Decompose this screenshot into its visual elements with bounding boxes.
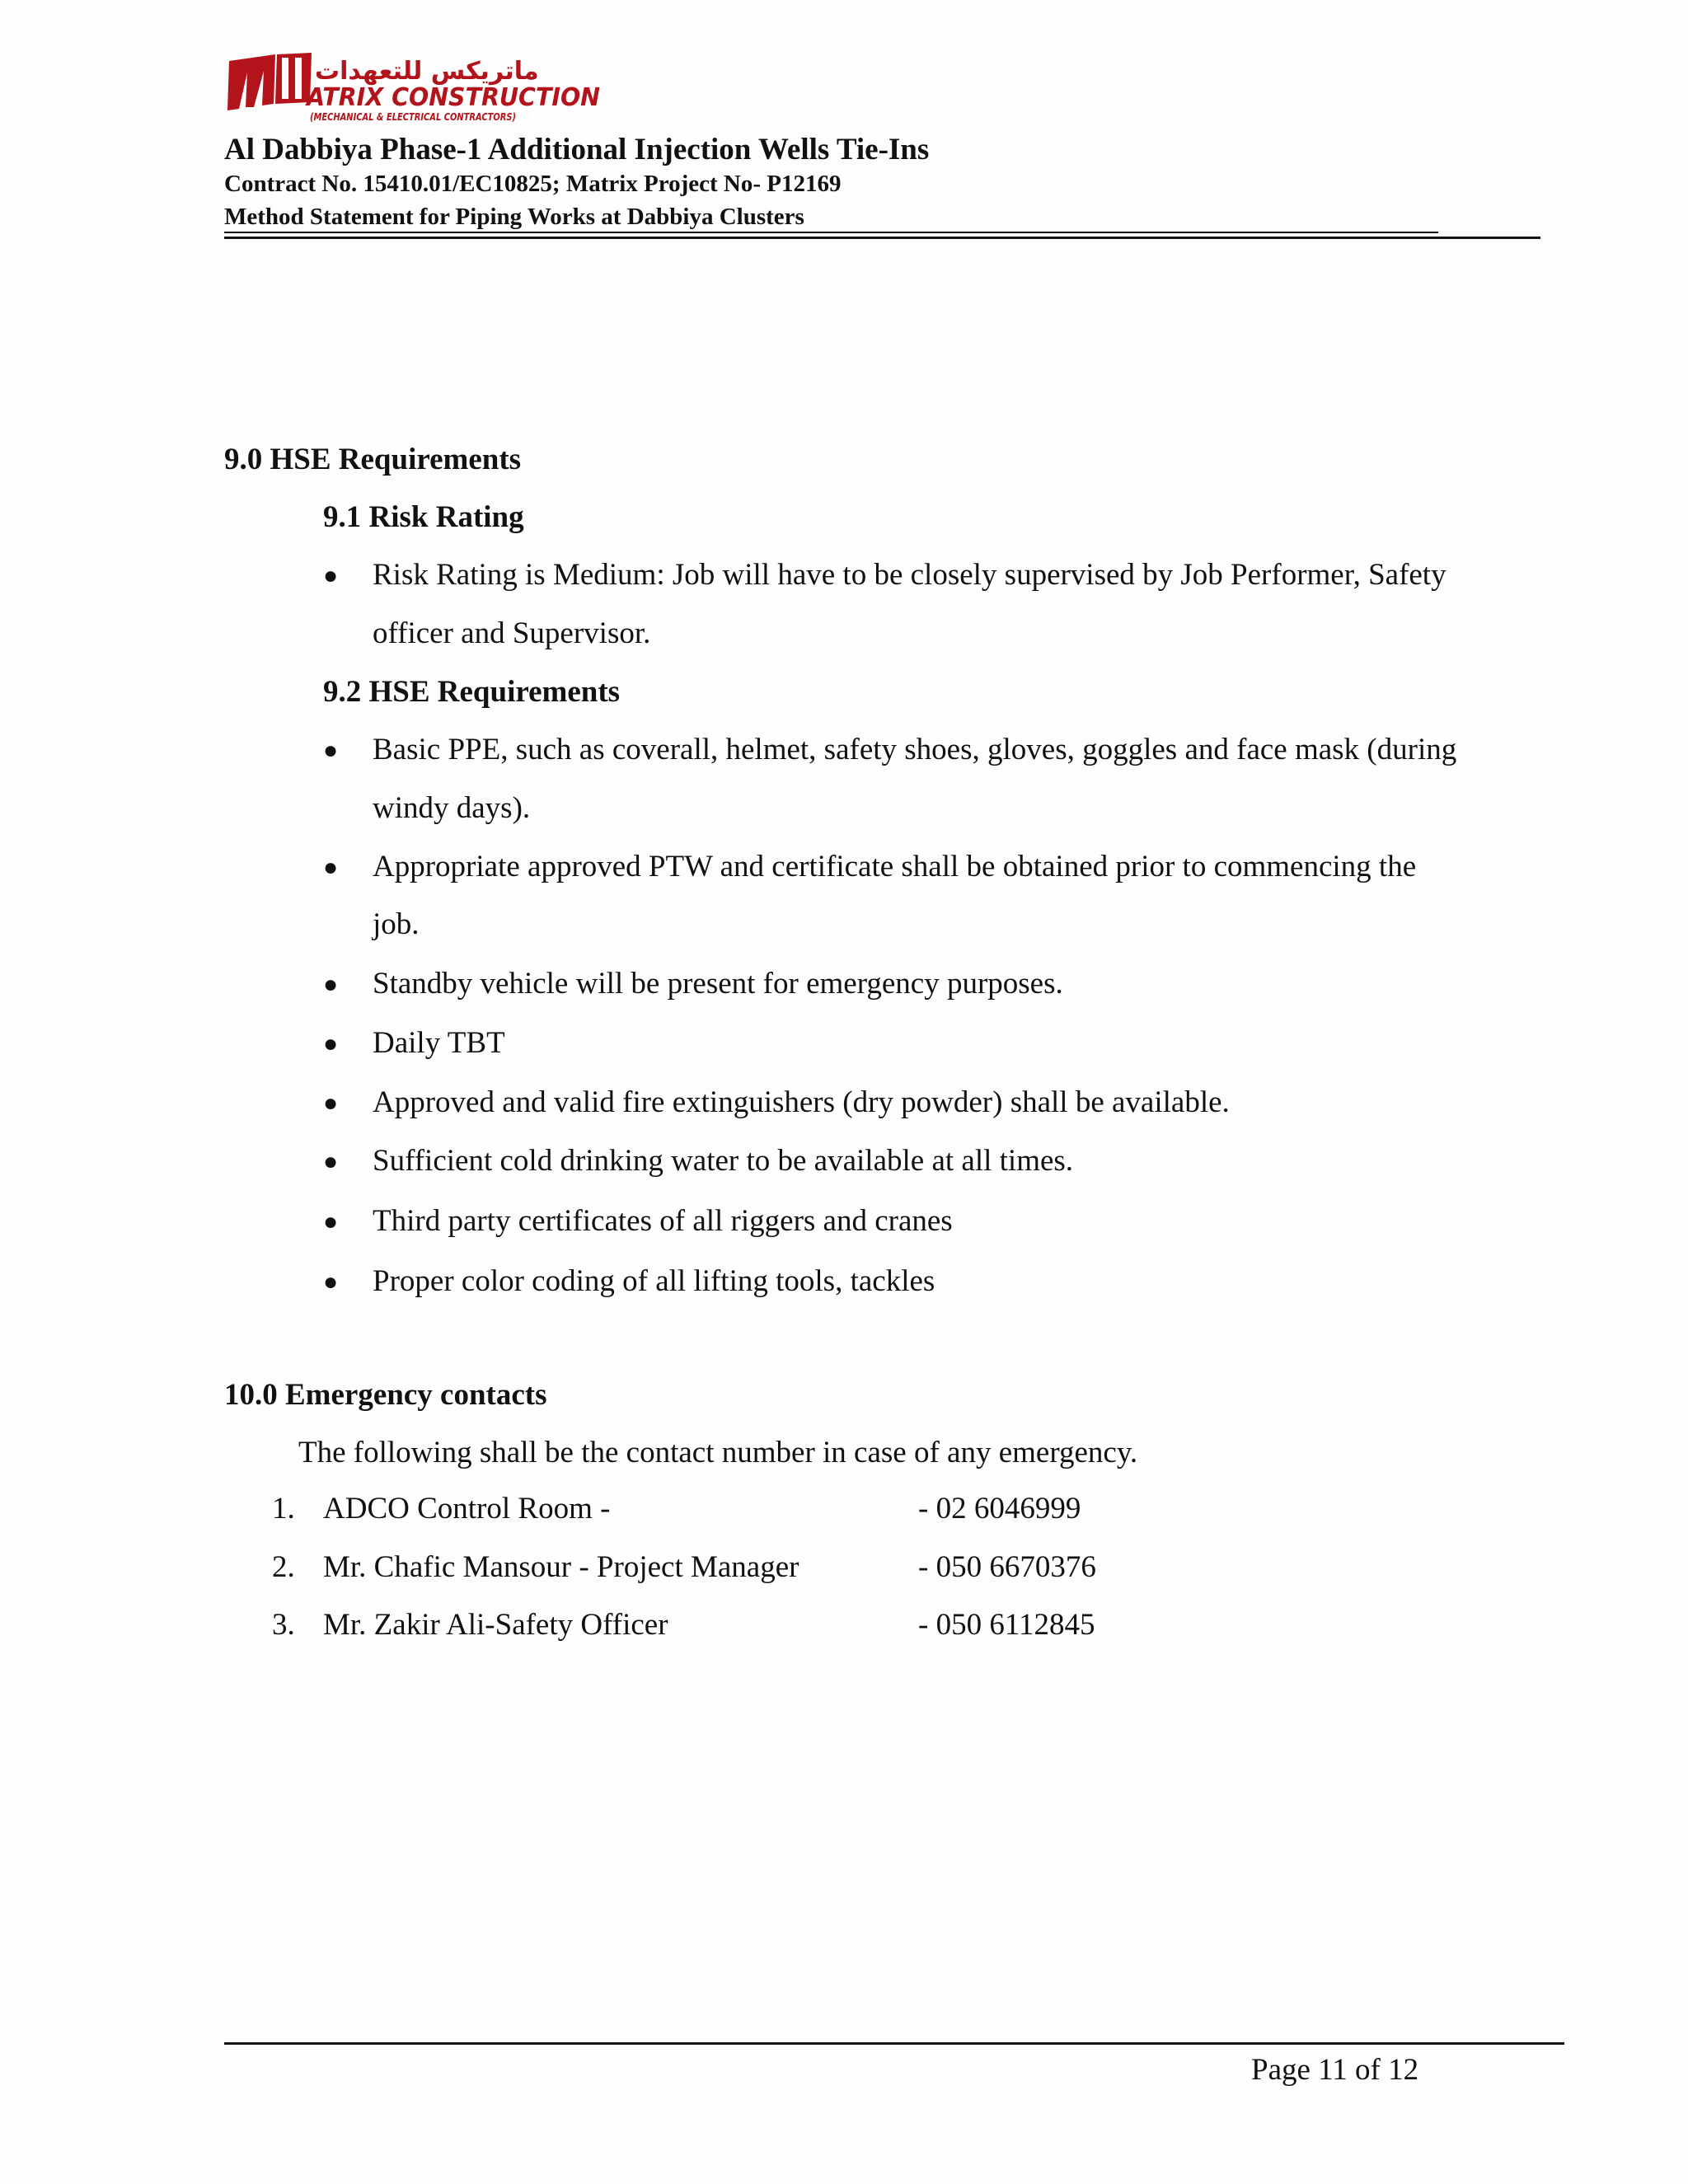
- subsection-heading-hse-requirements: 9.2 HSE Requirements: [323, 675, 621, 709]
- logo-m-emblem: [227, 53, 312, 110]
- risk-text-line1: Risk Rating is Medium: Job will have to be closely supervised by Job Performer, Safety: [373, 558, 1447, 592]
- requirement-ppe-line2: windy days).: [373, 791, 531, 825]
- footer-rule: [224, 2042, 1564, 2045]
- requirement-daily-tbt: Daily TBT: [373, 1026, 505, 1060]
- contact-phone: - 02 6046999: [918, 1492, 1081, 1526]
- subsection-heading-risk: 9.1 Risk Rating: [323, 500, 524, 534]
- logo-name-text: ATRIX CONSTRUCTION: [305, 83, 600, 112]
- requirement-drinking-water: Sufficient cold drinking water to be available at all times.: [373, 1144, 1074, 1178]
- requirement-color-coding: Proper color coding of all lifting tools, tackles: [373, 1264, 935, 1298]
- emergency-intro-text: The following shall be the contact number in case of any emergency.: [298, 1436, 1138, 1469]
- contact-number-index: 2.: [272, 1550, 295, 1584]
- contact-phone: - 050 6670376: [918, 1550, 1096, 1584]
- header-rule-thick: [224, 237, 1540, 239]
- section-heading-emergency-contacts: 10.0 Emergency contacts: [224, 1378, 547, 1412]
- bullet-icon: ●: [323, 971, 339, 998]
- bullet-icon: ●: [323, 1268, 339, 1296]
- bullet-icon: ●: [323, 854, 339, 881]
- document-title: Al Dabbiya Phase-1 Additional Injection Wells Tie-Ins: [224, 133, 930, 166]
- contact-number-index: 1.: [272, 1492, 295, 1526]
- requirement-third-party-certificates: Third party certificates of all riggers and cranes: [373, 1204, 953, 1238]
- contract-number: Contract No. 15410.01/EC10825; Matrix Project No- P12169: [224, 171, 842, 197]
- requirement-ppe-line1: Basic PPE, such as coverall, helmet, safety shoes, gloves, goggles and face mask (during: [373, 733, 1457, 766]
- bullet-icon: ●: [323, 1148, 339, 1175]
- bullet-icon: ●: [323, 1030, 339, 1057]
- bullet-icon: ●: [323, 562, 339, 589]
- page-number: Page 11 of 12: [1251, 2053, 1419, 2087]
- requirement-ptw-line1: Appropriate approved PTW and certificate shall be obtained prior to commencing the: [373, 850, 1417, 883]
- section-heading-hse: 9.0 HSE Requirements: [224, 443, 522, 476]
- contact-name: Mr. Chafic Mansour - Project Manager: [323, 1550, 799, 1584]
- logo-tagline-text: (MECHANICAL & ELECTRICAL CONTRACTORS): [310, 111, 516, 123]
- bullet-icon: ●: [323, 1208, 339, 1235]
- requirement-ptw-line2: job.: [373, 907, 420, 941]
- bullet-icon: ●: [323, 737, 339, 764]
- requirement-standby-vehicle: Standby vehicle will be present for emergency purposes.: [373, 967, 1063, 1001]
- contact-name: ADCO Control Room -: [323, 1492, 611, 1526]
- contact-phone: - 050 6112845: [918, 1608, 1095, 1642]
- logo-arabic-text: ماتريكس للتعهدات: [315, 57, 539, 86]
- risk-text-line2: officer and Supervisor.: [373, 616, 651, 650]
- method-statement-title: Method Statement for Piping Works at Dabbiya Clusters: [224, 204, 804, 230]
- contact-name: Mr. Zakir Ali-Safety Officer: [323, 1608, 668, 1642]
- bullet-icon: ●: [323, 1090, 339, 1117]
- header-rule-thin: [224, 232, 1438, 233]
- requirement-fire-extinguishers: Approved and valid fire extinguishers (dry powder) shall be available.: [373, 1085, 1230, 1119]
- company-logo: [224, 49, 612, 130]
- contact-number-index: 3.: [272, 1608, 295, 1642]
